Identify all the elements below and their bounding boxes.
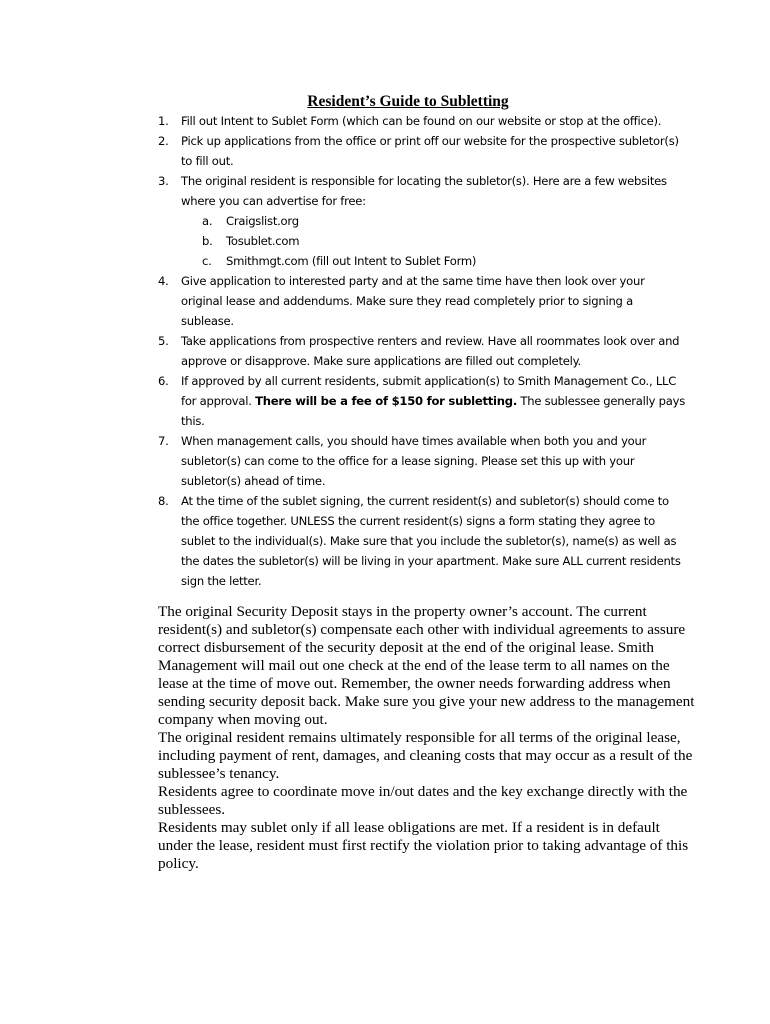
policy-paragraph: The original resident remains ultimately responsible for all terms of the original lease, including payment of rent, damages, and cleaning costs that may occur as a result of the sublessee’s tenancy.	[158, 729, 693, 782]
item-text-part: If approved by all current residents, submit application(s) to Smith Management Co., LLC for approval.	[181, 374, 677, 408]
sub-item-letter: a.	[202, 214, 213, 228]
steps-list	[158, 111, 698, 591]
fee-notice: There will be a fee of $150 for subletting.	[255, 394, 517, 408]
item-number: 7.	[158, 434, 169, 448]
item-text: At the time of the sublet signing, the current resident(s) and subletor(s) should come to the office together. UNLESS the current resident(s) signs a form stating they agree to sublet to the individual(s). Make sure that you include the subletor(s), name(s) as well as the dates the subletor(s) will be living in your apartment. Make sure ALL current residents sign the letter.	[181, 494, 681, 588]
item-text-part: The sublessee generally pays this.	[181, 394, 685, 428]
item-text: Take applications from prospective renters and review. Have all roommates look over and approve or disapprove. Make sure applications are filled out completely.	[181, 334, 680, 368]
policy-section	[158, 603, 698, 873]
sub-item-letter: c.	[202, 254, 212, 268]
item-number: 4.	[158, 274, 169, 288]
policy-paragraph: Residents may sublet only if all lease obligations are met. If a resident is in default under the lease, resident must first rectify the violation prior to taking advantage of this policy.	[158, 819, 689, 872]
item-number: 2.	[158, 134, 169, 148]
list-item	[158, 371, 698, 431]
item-number: 8.	[158, 494, 169, 508]
policy-paragraph: Residents agree to coordinate move in/out dates and the key exchange directly with the sublessees.	[158, 783, 688, 818]
sub-list-item	[158, 211, 698, 231]
policy-paragraph: The original Security Deposit stays in the property owner’s account. The current resident(s) and subletor(s) compensate each other with individual agreements to assure correct disbursement of the security deposit at the end of the original lease. Smith Management will mail out one check at the end of the lease term to all names on the lease at the time of move out. Remember, the owner needs forwarding address when sending security deposit back. Make sure you give your new address to the management company when moving out.	[158, 603, 695, 728]
list-item	[158, 131, 698, 171]
item-text: Fill out Intent to Sublet Form (which can be found on our website or stop at the office).	[181, 114, 662, 128]
sub-item-text: Smithmgt.com (fill out Intent to Sublet Form)	[226, 254, 477, 268]
item-text: When management calls, you should have times available when both you and your subletor(s) can come to the office for a lease signing. Please set this up with your subletor(s) ahead of time.	[181, 434, 647, 488]
list-item	[158, 171, 698, 211]
item-text: The original resident is responsible for locating the subletor(s). Here are a few websites where you can advertise for free:	[181, 174, 667, 208]
item-number: 3.	[158, 174, 169, 188]
item-text	[181, 371, 686, 431]
sub-item-text: Tosublet.com	[226, 234, 300, 248]
item-text: Give application to interested party and at the same time have then look over your original lease and addendums. Make sure they read completely prior to signing a sublease.	[181, 274, 645, 328]
item-number: 5.	[158, 334, 169, 348]
document-title: Resident’s Guide to Subletting	[307, 93, 509, 110]
sub-item-text: Craigslist.org	[226, 214, 299, 228]
list-item	[158, 431, 698, 491]
list-item	[158, 111, 698, 131]
item-number: 1.	[158, 114, 169, 128]
item-text: Pick up applications from the office or print off our website for the prospective subletor(s) to fill out.	[181, 134, 679, 168]
list-item	[158, 331, 698, 371]
item-number: 6.	[158, 374, 169, 388]
sub-list-item	[158, 251, 698, 271]
list-item	[158, 491, 698, 591]
list-item	[158, 271, 698, 331]
sub-list-item	[158, 231, 698, 251]
sub-item-letter: b.	[202, 234, 213, 248]
